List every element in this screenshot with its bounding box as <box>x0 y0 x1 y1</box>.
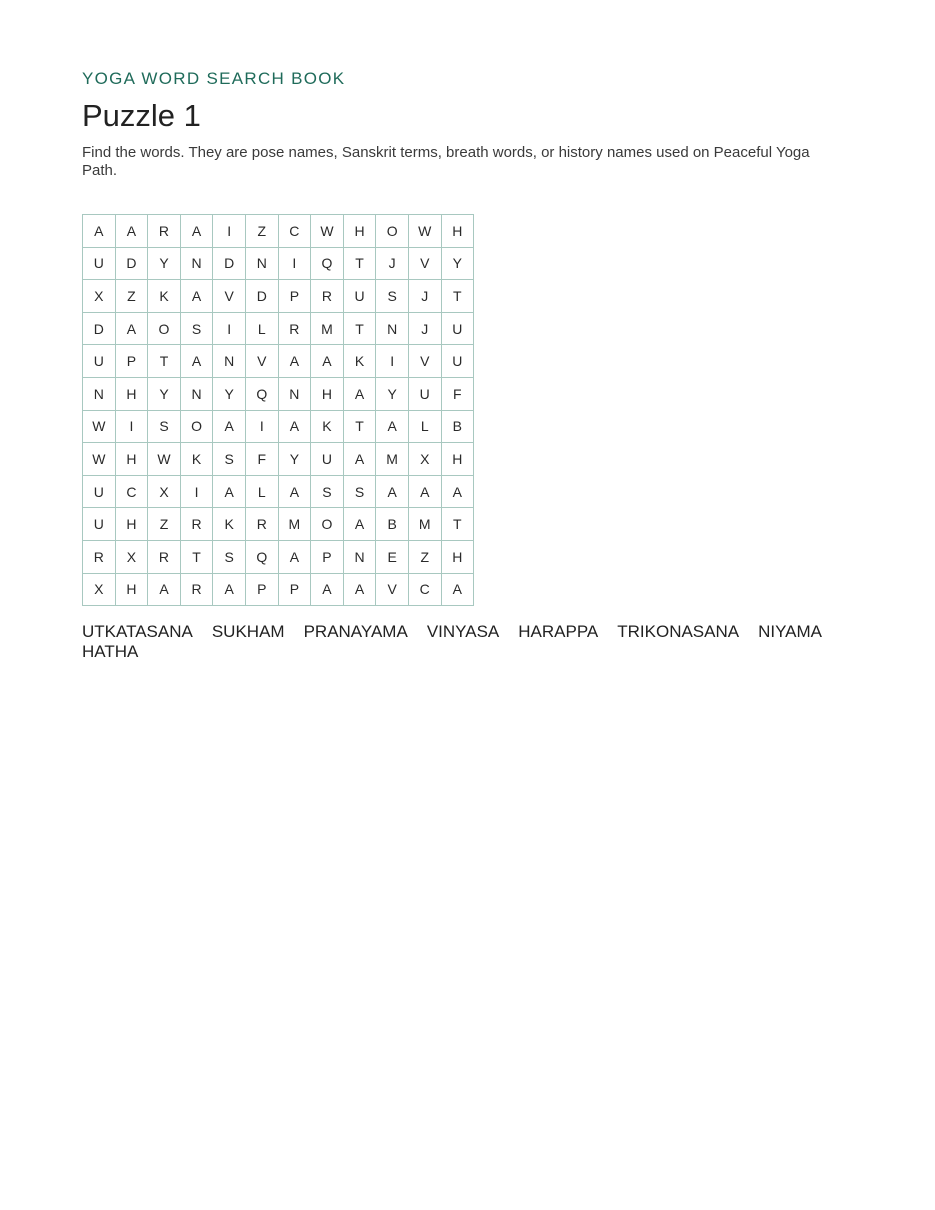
grid-cell[interactable]: A <box>441 573 474 606</box>
grid-cell[interactable]: X <box>115 540 148 573</box>
grid-cell[interactable]: D <box>115 247 148 280</box>
grid-cell[interactable]: N <box>213 345 246 378</box>
grid-cell[interactable]: B <box>376 508 409 541</box>
grid-cell[interactable]: M <box>376 443 409 476</box>
grid-row <box>83 215 474 248</box>
grid-cell[interactable]: U <box>311 443 344 476</box>
grid-cell[interactable]: Z <box>408 540 441 573</box>
grid-cell[interactable]: S <box>311 475 344 508</box>
grid-cell[interactable]: E <box>376 540 409 573</box>
grid-cell[interactable]: A <box>115 215 148 248</box>
grid-cell[interactable]: W <box>83 410 116 443</box>
grid-cell[interactable]: Z <box>245 215 278 248</box>
grid-cell[interactable]: X <box>83 573 116 606</box>
grid-cell[interactable]: M <box>311 312 344 345</box>
letter-grid <box>82 214 474 606</box>
grid-cell[interactable]: O <box>180 410 213 443</box>
puzzle-title: Puzzle 1 <box>82 98 201 133</box>
grid-cell[interactable]: P <box>245 573 278 606</box>
grid-cell[interactable]: U <box>441 345 474 378</box>
grid-cell[interactable]: A <box>311 345 344 378</box>
grid-row <box>83 410 474 443</box>
grid-cell[interactable]: A <box>343 377 376 410</box>
grid-cell[interactable]: A <box>343 573 376 606</box>
grid-cell[interactable]: T <box>148 345 181 378</box>
grid-cell[interactable]: A <box>148 573 181 606</box>
grid-cell[interactable]: Y <box>148 377 181 410</box>
word-list-item: SUKHAM <box>211 622 285 642</box>
grid-cell[interactable]: A <box>376 475 409 508</box>
grid-cell[interactable]: I <box>278 247 311 280</box>
grid-cell[interactable]: N <box>245 247 278 280</box>
grid-cell[interactable]: V <box>376 573 409 606</box>
grid-cell[interactable]: M <box>278 508 311 541</box>
grid-cell[interactable]: S <box>343 475 376 508</box>
grid-cell[interactable]: I <box>213 312 246 345</box>
grid-cell[interactable]: O <box>148 312 181 345</box>
grid-row <box>83 377 474 410</box>
grid-cell[interactable]: K <box>311 410 344 443</box>
grid-cell[interactable]: V <box>408 345 441 378</box>
grid-cell[interactable]: Q <box>245 540 278 573</box>
grid-cell[interactable]: U <box>83 475 116 508</box>
grid-cell[interactable]: Y <box>213 377 246 410</box>
grid-cell[interactable]: U <box>441 312 474 345</box>
grid-cell[interactable]: J <box>376 247 409 280</box>
grid-cell[interactable]: L <box>408 410 441 443</box>
grid-cell[interactable]: L <box>245 475 278 508</box>
grid-cell[interactable]: R <box>180 573 213 606</box>
grid-cell[interactable]: H <box>311 377 344 410</box>
grid-cell[interactable]: R <box>83 540 116 573</box>
grid-cell[interactable]: A <box>213 475 246 508</box>
grid-cell[interactable]: H <box>441 540 474 573</box>
word-list-item: NIYAMA <box>758 622 823 642</box>
grid-cell[interactable]: P <box>278 280 311 313</box>
grid-cell[interactable]: L <box>245 312 278 345</box>
grid-cell[interactable]: N <box>83 377 116 410</box>
grid-cell[interactable]: A <box>311 573 344 606</box>
grid-cell[interactable]: A <box>180 215 213 248</box>
grid-cell[interactable]: D <box>213 247 246 280</box>
grid-cell[interactable]: R <box>180 508 213 541</box>
grid-cell[interactable]: Z <box>148 508 181 541</box>
grid-cell[interactable]: H <box>441 215 474 248</box>
grid-cell[interactable]: A <box>343 508 376 541</box>
grid-cell[interactable]: A <box>343 443 376 476</box>
grid-cell[interactable]: Z <box>115 280 148 313</box>
grid-cell[interactable]: U <box>408 377 441 410</box>
grid-cell[interactable]: T <box>343 247 376 280</box>
grid-cell[interactable]: B <box>441 410 474 443</box>
grid-cell[interactable]: A <box>408 475 441 508</box>
grid-cell[interactable]: K <box>343 345 376 378</box>
grid-cell[interactable]: T <box>441 280 474 313</box>
grid-row <box>83 345 474 378</box>
grid-cell[interactable]: Q <box>311 247 344 280</box>
grid-cell[interactable]: C <box>115 475 148 508</box>
grid-cell[interactable]: S <box>376 280 409 313</box>
grid-cell[interactable]: A <box>278 540 311 573</box>
grid-cell[interactable]: N <box>180 377 213 410</box>
grid-cell[interactable]: D <box>83 312 116 345</box>
grid-cell[interactable]: R <box>148 540 181 573</box>
grid-cell[interactable]: Y <box>376 377 409 410</box>
grid-cell[interactable]: H <box>115 508 148 541</box>
grid-row <box>83 475 474 508</box>
grid-cell[interactable]: V <box>245 345 278 378</box>
grid-cell[interactable]: Y <box>278 443 311 476</box>
word-list-item: UTKATASANA <box>82 622 193 642</box>
grid-cell[interactable]: R <box>311 280 344 313</box>
grid-row <box>83 540 474 573</box>
grid-cell[interactable]: A <box>278 410 311 443</box>
grid-cell[interactable]: W <box>311 215 344 248</box>
grid-cell[interactable]: U <box>83 247 116 280</box>
grid-cell[interactable]: U <box>83 345 116 378</box>
grid-cell[interactable]: R <box>148 215 181 248</box>
grid-cell[interactable]: X <box>408 443 441 476</box>
grid-cell[interactable]: T <box>343 312 376 345</box>
grid-cell[interactable]: Y <box>148 247 181 280</box>
grid-cell[interactable]: Q <box>245 377 278 410</box>
word-list-item: PRANAYAMA <box>303 622 408 642</box>
grid-cell[interactable]: W <box>83 443 116 476</box>
grid-row <box>83 247 474 280</box>
grid-row <box>83 443 474 476</box>
grid-cell[interactable]: H <box>115 443 148 476</box>
grid-cell[interactable]: P <box>311 540 344 573</box>
grid-cell[interactable]: Y <box>441 247 474 280</box>
grid-cell[interactable]: W <box>148 443 181 476</box>
word-list-item: TRIKONASANA <box>617 622 740 642</box>
grid-row <box>83 312 474 345</box>
grid-cell[interactable]: A <box>115 312 148 345</box>
grid-cell[interactable]: O <box>376 215 409 248</box>
grid-row <box>83 280 474 313</box>
grid-cell[interactable]: N <box>278 377 311 410</box>
grid-cell[interactable]: A <box>278 345 311 378</box>
grid-cell[interactable]: I <box>245 410 278 443</box>
grid-cell[interactable]: U <box>343 280 376 313</box>
grid-cell[interactable]: D <box>245 280 278 313</box>
grid-cell[interactable]: P <box>115 345 148 378</box>
grid-cell[interactable]: S <box>213 540 246 573</box>
book-title: YOGA WORD SEARCH BOOK <box>82 69 346 88</box>
grid-cell[interactable]: V <box>213 280 246 313</box>
word-list <box>82 622 842 662</box>
grid-cell[interactable]: C <box>408 573 441 606</box>
grid-cell[interactable]: I <box>180 475 213 508</box>
grid-cell[interactable]: W <box>408 215 441 248</box>
word-list-item: HATHA <box>82 642 139 662</box>
grid-cell[interactable]: I <box>376 345 409 378</box>
grid-cell[interactable]: N <box>376 312 409 345</box>
grid-cell[interactable]: A <box>213 410 246 443</box>
grid-cell[interactable]: A <box>180 280 213 313</box>
grid-cell[interactable]: R <box>278 312 311 345</box>
grid-row <box>83 573 474 606</box>
grid-row <box>83 508 474 541</box>
word-list-item: VINYASA <box>426 622 500 642</box>
grid-cell[interactable]: T <box>441 508 474 541</box>
grid-cell[interactable]: F <box>441 377 474 410</box>
grid-cell[interactable]: T <box>180 540 213 573</box>
grid-cell[interactable]: A <box>376 410 409 443</box>
grid-cell[interactable]: A <box>441 475 474 508</box>
grid-cell[interactable]: U <box>83 508 116 541</box>
grid-cell[interactable]: K <box>213 508 246 541</box>
puzzle-page <box>82 68 842 662</box>
grid-cell[interactable]: O <box>311 508 344 541</box>
grid-cell[interactable]: H <box>441 443 474 476</box>
grid-cell[interactable]: F <box>245 443 278 476</box>
grid-cell[interactable]: H <box>115 377 148 410</box>
grid-cell[interactable]: S <box>180 312 213 345</box>
grid-cell[interactable]: X <box>148 475 181 508</box>
grid-cell[interactable]: I <box>115 410 148 443</box>
instructions: Find the words. They are pose names, Sanskrit terms, breath words, or history names used on Peaceful Yoga Path. <box>82 144 810 179</box>
grid-cell[interactable]: C <box>278 215 311 248</box>
grid-cell[interactable]: N <box>180 247 213 280</box>
grid-cell[interactable]: A <box>278 475 311 508</box>
grid-cell[interactable]: P <box>278 573 311 606</box>
grid-cell[interactable]: V <box>408 247 441 280</box>
grid-cell[interactable]: K <box>180 443 213 476</box>
grid-cell[interactable]: A <box>213 573 246 606</box>
grid-cell[interactable]: S <box>148 410 181 443</box>
grid-cell[interactable]: H <box>343 215 376 248</box>
grid-cell[interactable]: K <box>148 280 181 313</box>
grid-cell[interactable]: H <box>115 573 148 606</box>
grid-cell[interactable]: R <box>245 508 278 541</box>
grid-cell[interactable]: J <box>408 312 441 345</box>
word-list-item: HARAPPA <box>518 622 599 642</box>
grid-cell[interactable]: N <box>343 540 376 573</box>
grid-cell[interactable]: A <box>83 215 116 248</box>
grid-cell[interactable]: S <box>213 443 246 476</box>
grid-cell[interactable]: M <box>408 508 441 541</box>
grid-cell[interactable]: J <box>408 280 441 313</box>
grid-cell[interactable]: I <box>213 215 246 248</box>
grid-cell[interactable]: T <box>343 410 376 443</box>
grid-cell[interactable]: X <box>83 280 116 313</box>
grid-cell[interactable]: A <box>180 345 213 378</box>
